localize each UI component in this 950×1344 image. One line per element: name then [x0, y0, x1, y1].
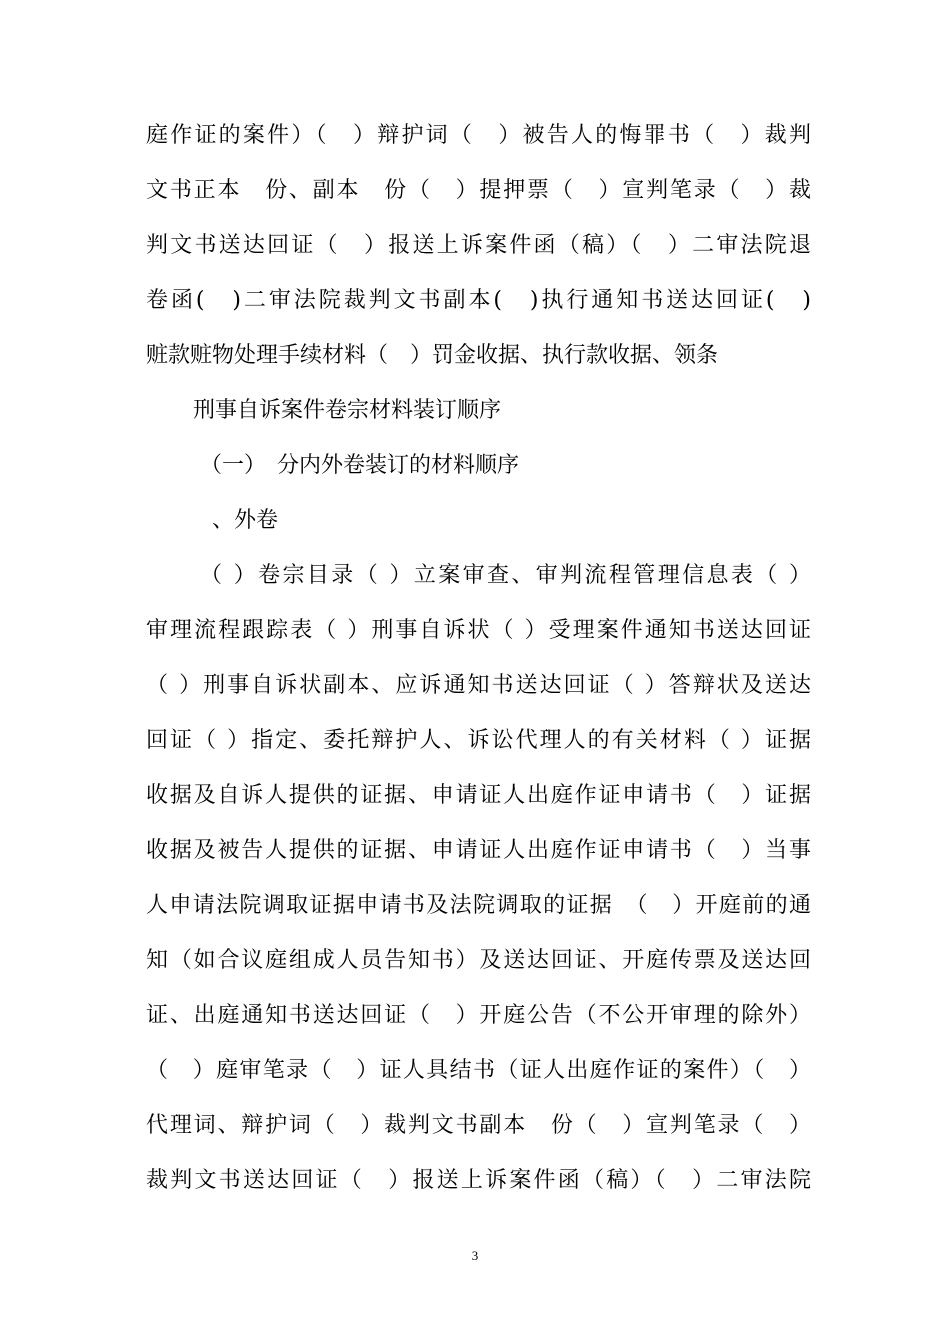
subsection-heading: （一） 分内外卷装订的材料顺序 — [200, 453, 520, 478]
text-line: 回证（ ）指定、委托辩护人、诉讼代理人的有关材料（ ）证据 — [146, 728, 811, 753]
text-line: （ ）刑事自诉状副本、应诉通知书送达回证（ ）答辩状及送达 — [146, 673, 811, 698]
text-line: 代理词、辩护词（ ）裁判文书副本 份（ ）宣判笔录（ ） — [146, 1113, 811, 1138]
text-line: 庭作证的案件）（ ）辩护词（ ）被告人的悔罪书（ ）裁判 — [146, 123, 811, 148]
text-line: 卷函( )二审法院裁判文书副本( )执行通知书送达回证( ) — [146, 288, 811, 313]
section-heading: 刑事自诉案件卷宗材料装订顺序 — [193, 398, 502, 423]
text-line: 收据及被告人提供的证据、申请证人出庭作证申请书（ ）当事 — [146, 838, 811, 863]
text-line: （ ）庭审笔录（ ）证人具结书（证人出庭作证的案件）（ ） — [146, 1058, 811, 1083]
page-number: 3 — [471, 1248, 479, 1263]
text-line: 判文书送达回证（ ）报送上诉案件函（稿）（ ）二审法院退 — [146, 233, 811, 258]
text-line: （ ）卷宗目录（ ）立案审查、审判流程管理信息表（ ） — [200, 563, 811, 588]
text-line: 收据及自诉人提供的证据、申请证人出庭作证申请书（ ）证据 — [146, 783, 811, 808]
text-line: 审理流程跟踪表（ ）刑事自诉状（ ）受理案件通知书送达回证 — [146, 618, 811, 643]
text-line: 赃款赃物处理手续材料（ ）罚金收据、执行款收据、领条 — [146, 343, 719, 368]
text-line: 证、出庭通知书送达回证（ ）开庭公告（不公开审理的除外） — [146, 1003, 811, 1028]
text-line: 裁判文书送达回证（ ）报送上诉案件函（稿）（ ）二审法院 — [146, 1168, 811, 1193]
text-line: 文书正本 份、副本 份（ ）提押票（ ）宣判笔录（ ）裁 — [146, 178, 811, 203]
text-line: 知（如合议庭组成人员告知书）及送达回证、开庭传票及送达回 — [146, 948, 811, 973]
item-heading: 、外卷 — [212, 508, 279, 533]
text-line: 人申请法院调取证据申请书及法院调取的证据 （ ）开庭前的通 — [146, 893, 811, 918]
